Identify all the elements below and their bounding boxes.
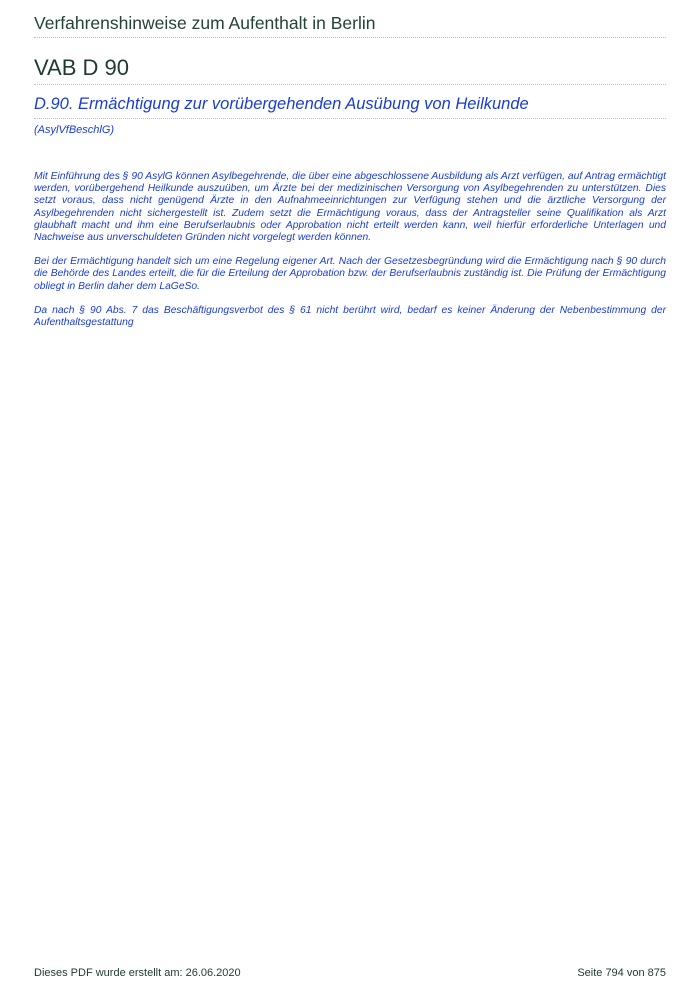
footer-page-number: Seite 794 von 875 xyxy=(577,967,666,979)
footer-created-date: Dieses PDF wurde erstellt am: 26.06.2020 xyxy=(34,967,241,979)
section-subtitle: (AsylVfBeschlG) xyxy=(34,124,115,136)
section-title: D.90. Ermächtigung zur vorübergehenden Ausübung von Heilkunde xyxy=(34,93,666,119)
paragraph-1: Mit Einführung des § 90 AsylG können Asylbegehrende, die über eine abgeschlossene Ausbildung als Arzt verfügen, auf Antrag ermächtigt werden, vorübergehend Heilkunde auszuüben, um Ärzte bei der medizinischen Versorgung von Asylbegehrenden zu unterstützen. Dies setzt voraus, dass nicht genügend Ärzte in den Aufnahmeeinrichtungen zur Verfügung stehen und die ärztliche Versorgung der Asylbegehrenden nicht sichergestellt ist. Zudem setzt die Ermächtigung voraus, dass der Antragsteller seine Qualifikation als Arzt glaubhaft macht und ihm eine Berufserlaubnis oder Approbation nicht erteilt werden kann, weil hierfür erforderliche Unterlagen und Nachweise aus unverschuldeten Gründen nicht vorgelegt werden können. xyxy=(34,171,666,244)
vab-title: VAB D 90 xyxy=(34,54,666,85)
body-text xyxy=(34,171,666,329)
paragraph-2: Bei der Ermächtigung handelt sich um eine Regelung eigener Art. Nach der Gesetzesbegründung wird die Ermächtigung nach § 90 durch die Behörde des Landes erteilt, die für die Erteilung der Approbation bzw. der Berufserlaubnis zuständig ist. Die Prüfung der Ermächtigung obliegt in Berlin daher dem LaGeSo. xyxy=(34,256,666,292)
document-page xyxy=(34,0,666,341)
document-header: Verfahrenshinweise zum Aufenthalt in Berlin xyxy=(34,0,666,38)
page-footer xyxy=(34,966,666,980)
paragraph-3: Da nach § 90 Abs. 7 das Beschäftigungsverbot des § 61 nicht berührt wird, bedarf es keiner Änderung der Nebenbestimmung der Aufenthaltsgestattung xyxy=(34,304,666,329)
